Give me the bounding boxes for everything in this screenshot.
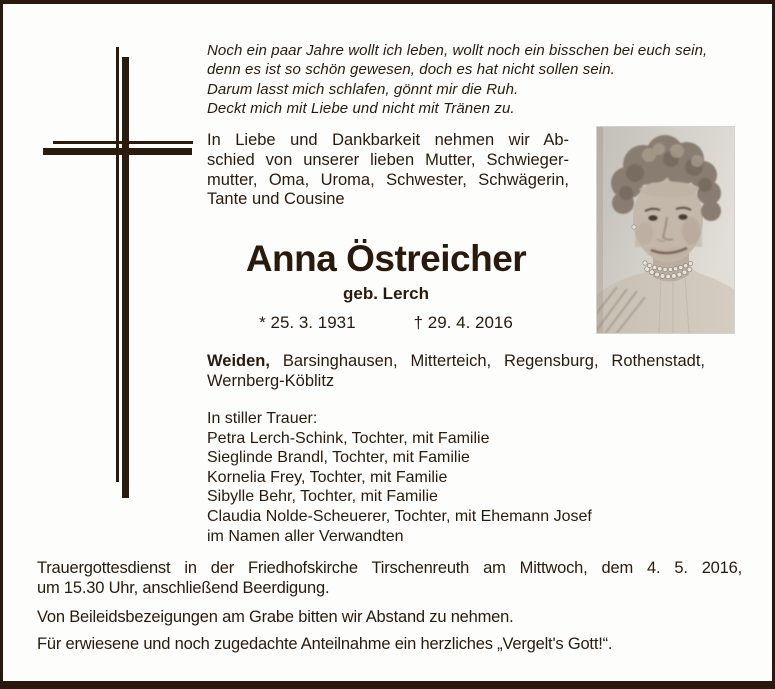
mourner-entry: Sibylle Behr, Tochter, mit Familie [207, 488, 438, 506]
cross-horizontal-thin [53, 141, 193, 144]
deceased-block [200, 238, 572, 333]
mourner-entry: Claudia Nolde-Scheuerer, Tochter, mit Ehemann Josef [207, 507, 592, 525]
farewell-text [207, 131, 569, 210]
mourners-heading: In stiller Trauer: [207, 410, 318, 427]
places-line [207, 351, 705, 392]
farewell-line: Tante und Cousine [207, 190, 345, 209]
frame-border-left [0, 0, 3, 689]
poem-line: Noch ein paar Jahre wollt ich leben, wollt noch ein bisschen bei euch sein, [207, 42, 708, 59]
mourner-entry: Petra Lerch-Schink, Tochter, mit Familie [207, 429, 490, 447]
frame-border-top [0, 0, 775, 4]
farewell-line: schied von unserer lieben Mutter, Schwieger- [207, 150, 569, 169]
mourners-list [207, 409, 677, 546]
poem-line: denn es ist so schön gewesen, doch es hat nicht sollen sein. [207, 61, 615, 79]
cross-vertical-thin [116, 47, 119, 482]
condolence-note: Von Beileidsbezeigungen am Grabe bitten wir Abstand zu nehmen. [37, 608, 514, 626]
portrait-photo [597, 127, 734, 333]
service-line1: Trauergottesdienst in der Friedhofskirche Tirschenreuth am Mittwoch, dem 4. 5. 2016, [37, 559, 742, 577]
poem-line: Darum lasst mich schlafen, gönnt mir die Ruh. [207, 80, 519, 98]
places-row2: Wernberg-Köblitz [207, 372, 335, 391]
primary-place: Weiden, [207, 352, 270, 370]
mourner-entry: im Namen aller Verwandten [207, 527, 404, 545]
service-line2: um 15.30 Uhr, anschließend Beerdigung. [37, 579, 330, 597]
maiden-name: geb. Lerch [343, 284, 429, 303]
places-row1 [207, 351, 705, 371]
mourner-entry: Kornelia Frey, Tochter, mit Familie [207, 468, 448, 486]
life-dates [200, 313, 572, 333]
frame-border-bottom [0, 681, 775, 689]
mourner-entry: Sieglinde Brandl, Tochter, mit Familie [207, 449, 470, 467]
farewell-line: In Liebe und Dankbarkeit nehmen wir Ab- [207, 131, 569, 149]
poem-line: Deckt mich mit Liebe und nicht mit Tränen zu. [207, 100, 515, 118]
death-date: † 29. 4. 2016 [413, 313, 513, 332]
service-details [37, 558, 742, 654]
deceased-name: Anna Östreicher [245, 238, 527, 279]
birth-date: * 25. 3. 1931 [259, 313, 356, 332]
cross-vertical-thick [122, 57, 129, 498]
memorial-poem [207, 41, 747, 119]
farewell-line: mutter, Oma, Uroma, Schwester, Schwägerin, [207, 170, 569, 189]
other-places: Barsinghausen, Mitterteich, Regensburg, Rothenstadt, [269, 352, 705, 370]
thanks-note: Für erwiesene und noch zugedachte Anteilnahme ein herzliches „Vergelt's Gott!“. [37, 635, 613, 653]
cross-horizontal-thick [43, 148, 192, 155]
